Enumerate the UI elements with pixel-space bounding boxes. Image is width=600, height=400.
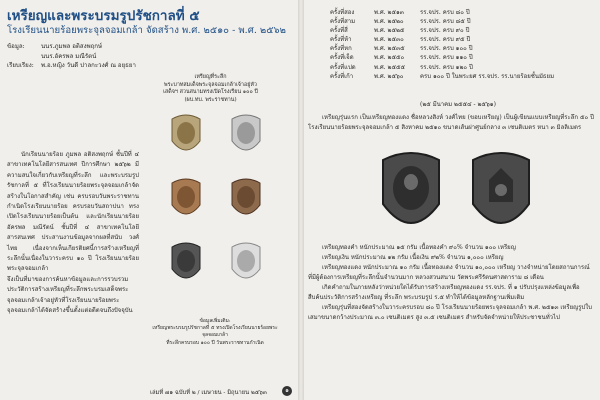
list-col: ครบ ๑๐๐ ปี ในพระยศ รร.จปร. รร.นายร้อยชั้นมัธยม — [420, 72, 555, 80]
meta-value: นนร.อัครพล มณีรัตน์ — [41, 52, 97, 60]
medal-image — [168, 177, 204, 223]
medal-image — [228, 113, 264, 159]
medal-front-image — [375, 150, 447, 238]
list-col: พ.ศ. ๒๕๑๓ — [374, 9, 404, 16]
medal-image — [168, 113, 204, 159]
list-col: รร.จปร. ครบ ๑๐๐ ปี — [420, 45, 473, 53]
list-col: พ.ศ. ๒๕๕๐ — [374, 54, 405, 62]
spec-paragraph: เกิดคำถามในภายหลังว่าหน่วยใดได้รับการสร้างเหรียญทองแดง รร.จปร. ที่ ๑ ปรับปรุงแหล่งข้อมูลเพื่อสืบค้นประวัติการสร้างเหรียญ ที่ระลึก พระบรมรูป ร.๕ ทำให้ได้ข้อมูลหลักฐานเพิ่มเติม — [308, 284, 580, 301]
medal-back-image — [465, 150, 537, 238]
list-col: รร.จปร. ครบ ๘๕ ปี — [420, 18, 471, 26]
spec-paragraph: เหรียญทองคำ หนักประมาณ ๑๕ กรัม เนื้อทองคำ ๙๐% จำนวน ๑๐๐ เหรียญ — [322, 244, 516, 251]
right-body-text: เหรียญรุ่นแรก เป็นเหรียญทองแดง ชื่อหลวงสิงห์ วงศ์ไทย (ขอบเหรียญ) เป็นผู้เขียนแบบเหรียญที่ระลึก ๕๐ ปี โรงเรียนนายร้อยพระจุลจอมเกล้า ๕ สิงหาคม ๒๕๑๐ ขนาดเส้นผ่าศูนย์กลาง ๓ เซนติเมตร หนา ๓ มิลลิเมตร — [308, 114, 594, 132]
meta-key — [7, 52, 41, 62]
meta-value: พ.อ.หญิง วันดี ปาลกะวงศ์ ณ อยุธยา — [41, 62, 136, 69]
list-col: พ.ศ. ๒๕๕๕ — [374, 63, 406, 71]
list-col: ครั้งที่สอง — [330, 9, 355, 16]
list-col: ครั้งที่แปด — [330, 63, 356, 71]
medal-grid — [148, 113, 283, 303]
list-col: รร.จปร. ครบ ๙๐ ปี — [420, 27, 470, 35]
author-row — [7, 52, 136, 62]
list-col: พ.ศ. ๒๕๓๐ — [374, 36, 404, 44]
list-col: พ.ศ. ๒๕๒๐ — [374, 18, 404, 26]
medal-image — [228, 241, 264, 287]
list-note: (๒๕ มีนาคม ๒๕๕๔ - ๒๕๖๑) — [420, 101, 496, 108]
meta-key: เรียบเรียง: — [7, 62, 34, 69]
list-col: ครั้งที่สี่ — [330, 27, 348, 35]
article-title: เหรียญและพระบรมรูปรัชกาลที่ ๕ — [7, 8, 200, 24]
list-col: พ.ศ. ๒๕๒๕ — [374, 27, 405, 35]
medal-specs — [308, 243, 593, 323]
article-subtitle: โรงเรียนนายร้อยพระจุลจอมเกล้า จัดสร้าง พ.ศ. ๒๕๑๐ - พ.ศ. ๒๕๖๒ — [7, 25, 286, 36]
list-item — [330, 35, 590, 44]
list-col: รร.จปร. ครบ ๑๒๐ ปี — [420, 63, 473, 71]
list-col: ครั้งที่เก้า — [330, 72, 354, 80]
spec-paragraph: เหรียญทองแดง หนักประมาณ ๑๐ กรัม เนื้อทองแดง จำนวน ๑๐,๐๐๐ เหรียญ วางจำหน่ายโดยสถานการณ์ที่มีผู้ต้องการเหรียญที่ระลึกนั้นจำนวนมาก หลวงสวนสนาม วัดพระศรีรัตนศาสดาราม ๘ เดือน — [308, 264, 590, 281]
author-row — [7, 42, 136, 52]
author-info — [7, 42, 136, 71]
page-footer: เล่มที่ ๗๑ ฉบับที่ ๒ / เมษายน - มิถุนายน ๒๕๖๓ — [150, 390, 267, 396]
list-item — [330, 8, 590, 17]
list-col: ครั้งที่หก — [330, 45, 352, 53]
left-body-text: นักเรียนนายร้อย ภูมพล อติสงพฤกษ์ ชั้นปีที่ ๔ สาขาเทคโนโลยีสารสนเทศ ปีการศึกษา ๒๕๖๒ มีความสนใจเกี่ยวกับเหรียญที่ระลึก และพระบรมรูปรัชกาลที่ ๕ ที่โรงเรียนนายร้อยพระจุลจอมเกล้าจัดสร้างในโอกาสสำคัญ เช่น ครบรอบวันพระราชทานกำเนิดโรงเรียนนายร้อย ครบรอบวันสถาปนา ทรงเปิดโรงเรียนนายร้อยเป็นต้น และนักเรียนนายร้อย อัครพล มณีรัตน์ ชั้นปีที่ ๔ สาขาเทคโนโลยีสารสนเทศ ประสานงานข้อมูลจากผลที่สนับ วงศ์ไทย เนื่องจากเห็นเกียรติยศนี้การสร้างเหรียญที่ระลึกนั้นเนื่องในวาระครบ ๑๐ ปี โรงเรียนนายร้อยพระจุลจอมเกล้า จึงเป็นที่มาของการค้นหาข้อมูลและการรวบรวมประวัติการสร้างเหรียญที่ระลึกพระบรมเสด็จพระจุลจอมเกล้าเจ้าอยู่หัวที่โรงเรียนนายร้อยพระจุลจอมเกล้าได้จัดสร้างขึ้นตั้งแต่อดีตจนถึงปัจจุบัน — [7, 151, 139, 315]
medal-image — [168, 241, 204, 287]
meta-value: นนร.ภูมพล อติสงพฤกษ์ — [41, 43, 102, 50]
list-col: รร.จปร. ครบ ๑๑๐ ปี — [420, 54, 473, 62]
list-item — [330, 63, 590, 72]
list-item — [330, 44, 590, 53]
author-row — [7, 61, 136, 71]
list-col: พ.ศ. ๒๕๓๕ — [374, 45, 405, 53]
list-item — [330, 53, 590, 62]
list-col: ครั้งที่เจ็ด — [330, 54, 354, 62]
list-col: พ.ศ. ๒๕๖๐ — [374, 72, 404, 80]
list-item — [330, 17, 590, 26]
list-col: ครั้งที่ห้า — [330, 36, 352, 44]
list-col: รร.จปร. ครบ ๙๕ ปี — [420, 36, 471, 44]
medal-caption-bottom: ข้อมูลเพิ่มเติม: เหรียญพระบรมรูปรัชกาลที่ ๕ ทรงเปิดโรงเรียนนายร้อยพระจุลจอมเกล้า ที่ระลึกครบรอบ ๑๐๐ ปี วันพระราชทานกำเนิด — [152, 318, 278, 346]
edition-list — [330, 8, 590, 81]
list-item — [330, 72, 590, 81]
page-number: ๑ — [282, 386, 292, 396]
meta-key: ข้อมูล: — [7, 43, 25, 50]
list-col: ครั้งที่สาม — [330, 18, 356, 26]
list-col: รร.จปร. ครบ ๘๐ ปี — [420, 9, 470, 16]
list-item — [330, 26, 590, 35]
spec-paragraph: เหรียญเงิน หนักประมาณ ๑๒ กรัม เนื้อเงิน ๙๒% จำนวน ๑,๐๐๐ เหรียญ — [322, 254, 504, 261]
spec-paragraph: เหรียญรุ่นที่สองจัดสร้างในวาระครบรอบ ๘๐ ปี โรงเรียนนายร้อยพระจุลจอมเกล้า พ.ศ. ๒๕๑๓ เหรียญรูปใบเสมาขนาดกว้างประมาณ ๓.๐ เซนติเมตร สูง ๓.๕ เซนติเมตร สำหรับจัดจำหน่ายให้ประชาชนทั่วไป — [308, 304, 592, 321]
medal-image — [228, 177, 264, 223]
page-spine — [298, 0, 304, 400]
medal-caption: เหรียญที่ระลึก พระบาทสมเด็จพระจุลจอมเกล้าเจ้าอยู่หัว เสด็จฯ สวนสนามทรงเปิดโรงเรียน ๑๐๐ ปี (ผบ.ทบ. พระราชทาน) — [163, 74, 258, 103]
